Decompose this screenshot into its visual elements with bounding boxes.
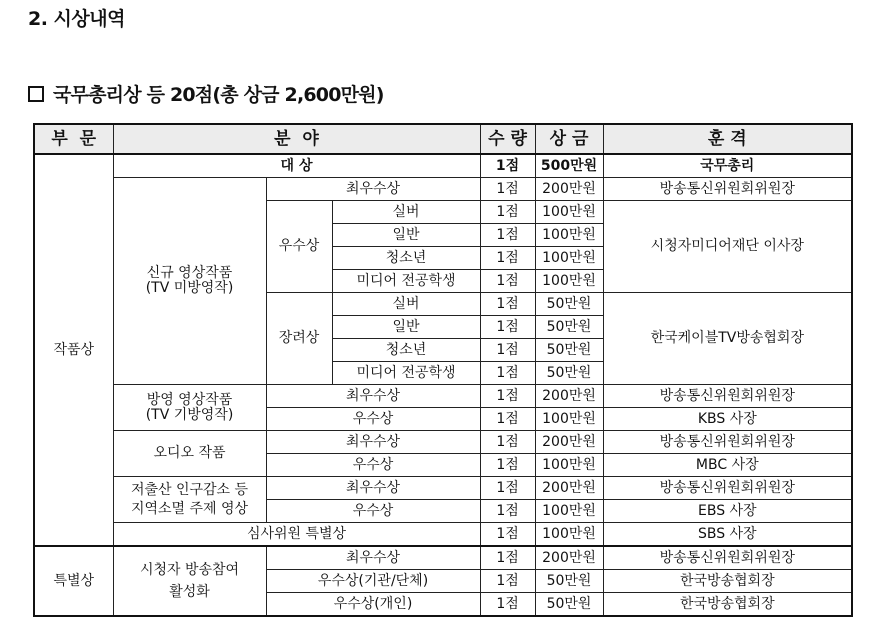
medal-cell: SBS 사장 — [603, 523, 852, 547]
medal-cell: 방송통신위원회위원장 — [603, 477, 852, 500]
count-cell: 1점 — [480, 270, 535, 293]
category-cell: 미디어 전공학생 — [332, 362, 480, 385]
medal-cell: 방송통신위원회위원장 — [603, 178, 852, 201]
grand-medal: 국무총리 — [603, 154, 852, 178]
count-cell: 1점 — [480, 570, 535, 593]
header-count: 수 량 — [480, 124, 535, 154]
award-label: 최우수상 — [266, 385, 480, 408]
prize-cell: 50만원 — [535, 316, 603, 339]
prize-cell: 100만원 — [535, 270, 603, 293]
count-cell: 1점 — [480, 247, 535, 270]
medal-cell: 한국방송협회장 — [603, 570, 852, 593]
count-cell: 1점 — [480, 385, 535, 408]
prize-cell: 50만원 — [535, 293, 603, 316]
table-row — [34, 178, 852, 201]
section-heading: 2. 시상내역 — [28, 8, 125, 30]
table-row — [34, 477, 852, 500]
medal-cell: 방송통신위원회위원장 — [603, 546, 852, 570]
award-label: 최우수상 — [266, 178, 480, 201]
prize-cell: 100만원 — [535, 454, 603, 477]
theme-works-title-line1: 저출산 인구감소 등 — [130, 481, 249, 498]
checkbox-square-icon — [28, 86, 44, 102]
prize-cell: 100만원 — [535, 408, 603, 431]
table-row — [34, 431, 852, 454]
count-cell: 1점 — [480, 201, 535, 224]
category-cell: 실버 — [332, 201, 480, 224]
award-label: 우수상 — [266, 454, 480, 477]
prize-cell: 50만원 — [535, 593, 603, 617]
table-row — [34, 546, 852, 570]
prize-table — [33, 123, 853, 617]
count-cell: 1점 — [480, 293, 535, 316]
prize-cell: 100만원 — [535, 523, 603, 547]
medal-cell: 시청자미디어재단 이사장 — [603, 201, 852, 293]
prize-cell: 200만원 — [535, 546, 603, 570]
award-label: 우수상(기관/단체) — [266, 570, 480, 593]
subsection-title: 국무총리상 등 20점(총 상금 2,600만원) — [53, 84, 384, 106]
count-cell: 1점 — [480, 546, 535, 570]
category-cell: 청소년 — [332, 247, 480, 270]
medal-cell: 방송통신위원회위원장 — [603, 385, 852, 408]
count-cell: 1점 — [480, 362, 535, 385]
prize-cell: 50만원 — [535, 339, 603, 362]
medal-cell: KBS 사장 — [603, 408, 852, 431]
header-field: 분 야 — [113, 124, 480, 154]
division-works-cell: 작품상 — [34, 154, 113, 546]
new-works-title — [113, 178, 266, 385]
prize-cell: 200만원 — [535, 477, 603, 500]
prize-cell: 100만원 — [535, 247, 603, 270]
award-label: 우수상 — [266, 500, 480, 523]
category-cell: 청소년 — [332, 339, 480, 362]
excellence-label: 우수상 — [266, 201, 332, 293]
encouragement-label: 장려상 — [266, 293, 332, 385]
category-cell: 실버 — [332, 293, 480, 316]
judges-special-label: 심사위원 특별상 — [113, 523, 480, 547]
special-title — [113, 546, 266, 616]
audio-works-title: 오디오 작품 — [113, 431, 266, 477]
aired-works-title — [113, 385, 266, 431]
division-special-cell: 특별상 — [34, 546, 113, 616]
prize-cell: 200만원 — [535, 385, 603, 408]
aired-works-title-line1: 방영 영상작품 — [146, 391, 233, 408]
medal-cell: 한국케이블TV방송협회장 — [603, 293, 852, 385]
new-works-title-line2: (TV 미방영작) — [145, 280, 234, 296]
count-cell: 1점 — [480, 316, 535, 339]
theme-works-title-line2: 지역소멸 주제 영상 — [130, 500, 249, 517]
table-row — [34, 154, 852, 178]
header-prize: 상 금 — [535, 124, 603, 154]
grand-count: 1점 — [480, 154, 535, 178]
prize-cell: 200만원 — [535, 431, 603, 454]
new-works-title-line1: 신규 영상작품 — [146, 265, 233, 281]
header-division: 부 문 — [34, 124, 113, 154]
prize-cell: 50만원 — [535, 362, 603, 385]
count-cell: 1점 — [480, 454, 535, 477]
table-header-row — [34, 124, 852, 154]
medal-cell: 한국방송협회장 — [603, 593, 852, 617]
header-medal: 훈 격 — [603, 124, 852, 154]
grand-prize: 500만원 — [535, 154, 603, 178]
count-cell: 1점 — [480, 593, 535, 617]
award-label: 우수상 — [266, 408, 480, 431]
medal-cell: MBC 사장 — [603, 454, 852, 477]
special-title-line1: 시청자 방송참여 — [139, 562, 240, 578]
category-cell: 미디어 전공학생 — [332, 270, 480, 293]
count-cell: 1점 — [480, 500, 535, 523]
theme-works-title — [113, 477, 266, 523]
prize-cell: 200만원 — [535, 178, 603, 201]
grand-prize-label: 대 상 — [113, 154, 480, 178]
medal-cell: 방송통신위원회위원장 — [603, 431, 852, 454]
count-cell: 1점 — [480, 339, 535, 362]
prize-cell: 50만원 — [535, 570, 603, 593]
count-cell: 1점 — [480, 408, 535, 431]
table-row — [34, 523, 852, 547]
count-cell: 1점 — [480, 523, 535, 547]
medal-cell: EBS 사장 — [603, 500, 852, 523]
count-cell: 1점 — [480, 477, 535, 500]
category-cell: 일반 — [332, 224, 480, 247]
category-cell: 일반 — [332, 316, 480, 339]
prize-cell: 100만원 — [535, 500, 603, 523]
prize-cell: 100만원 — [535, 201, 603, 224]
award-label: 우수상(개인) — [266, 593, 480, 617]
subsection-heading — [28, 80, 384, 107]
table-row — [34, 385, 852, 408]
prize-cell: 100만원 — [535, 224, 603, 247]
award-label: 최우수상 — [266, 477, 480, 500]
award-label: 최우수상 — [266, 546, 480, 570]
count-cell: 1점 — [480, 224, 535, 247]
special-title-line2: 활성화 — [169, 584, 210, 600]
count-cell: 1점 — [480, 178, 535, 201]
count-cell: 1점 — [480, 431, 535, 454]
award-label: 최우수상 — [266, 431, 480, 454]
aired-works-title-line2: (TV 기방영작) — [145, 406, 234, 423]
